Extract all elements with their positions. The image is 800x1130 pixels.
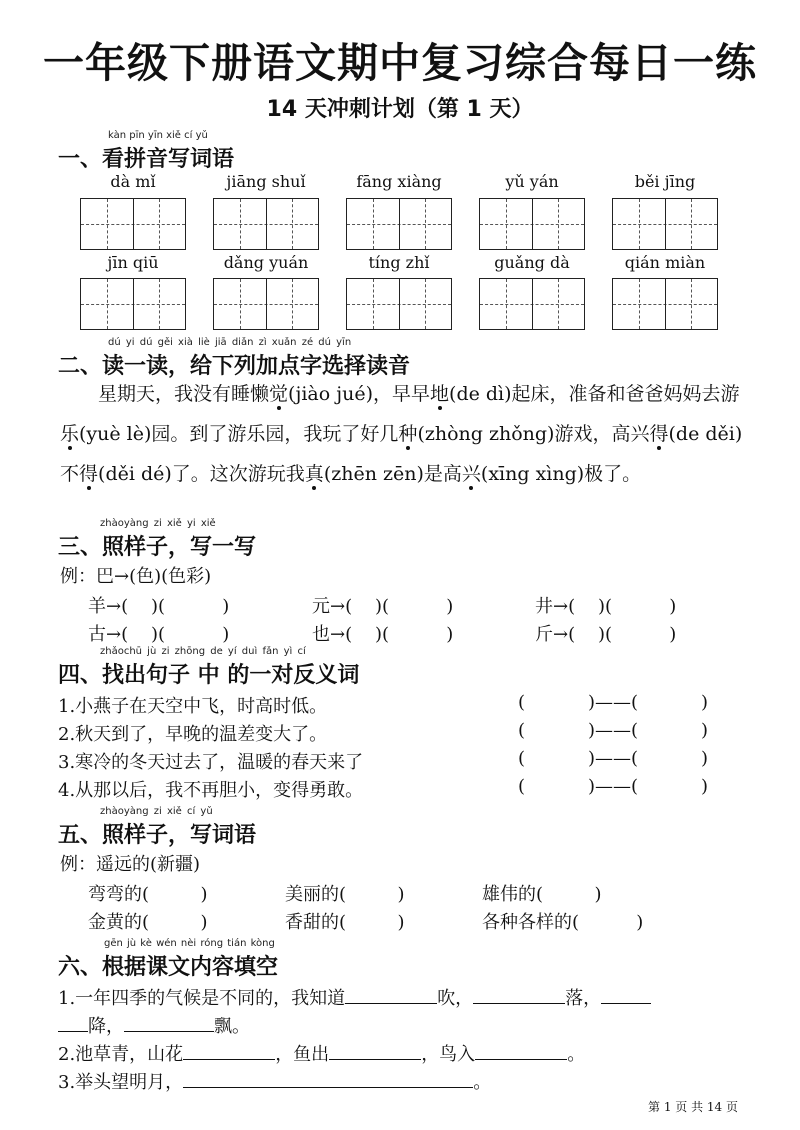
pinyin-label: jīn qiū	[107, 253, 159, 272]
exercise-item: 雄伟的( )	[482, 884, 602, 905]
page-title: 一年级下册语文期中复习综合每日一练	[43, 39, 757, 87]
section-1-pinyin: kàn pīn yīn xiě cí yǔ	[108, 130, 208, 141]
section-3-example: 例：巴→(色)(色彩)	[60, 566, 212, 587]
pinyin-label: yǔ yán	[505, 172, 559, 191]
section-4-pinyin: zhǎochū jù zi zhōng de yí duì fǎn yì cí	[100, 646, 306, 657]
section-6-pinyin: gēn jù kè wén nèi róng tián kòng	[104, 938, 275, 949]
writing-grid[interactable]	[213, 198, 319, 250]
exercise-item: 古→( )( )	[88, 624, 230, 645]
writing-grid[interactable]	[346, 198, 452, 250]
section-5-pinyin: zhàoyàng zi xiě cí yǔ	[100, 806, 213, 817]
section-3-pinyin: zhàoyàng zi xiě yi xiě	[100, 518, 216, 529]
exercise-item: 金黄的( )	[88, 912, 208, 933]
dotted-char: 真	[304, 463, 324, 485]
section-6-title: 六、根据课文内容填空	[58, 955, 279, 980]
pinyin-label: běi jīng	[634, 172, 696, 191]
exercise-item: 元→( )( )	[312, 596, 454, 617]
antonym-answer: ( )——( )	[518, 692, 708, 713]
blank-line[interactable]	[475, 1041, 567, 1060]
dotted-char: 兴	[461, 463, 481, 485]
writing-grid[interactable]	[80, 278, 186, 330]
dotted-char: 觉	[269, 383, 289, 405]
exercise-item: 美丽的( )	[285, 884, 405, 905]
page-footer: 第 1 页 共 14 页	[648, 1100, 738, 1114]
writing-grid[interactable]	[612, 198, 718, 250]
writing-grid[interactable]	[479, 278, 585, 330]
dotted-char: 得	[79, 463, 99, 485]
section-5-title: 五、照样子，写词语	[58, 823, 257, 848]
fill-line-2: 降， 飘。	[58, 1012, 250, 1038]
sentence-item: 2.秋天到了，早晚的温差变大了。	[58, 724, 328, 745]
writing-grid[interactable]	[346, 278, 452, 330]
blank-line[interactable]	[183, 1069, 473, 1088]
pinyin-label: jiāng shuǐ	[226, 172, 306, 191]
sentence-item: 1.小燕子在天空中飞，时高时低。	[58, 696, 328, 717]
exercise-item: 香甜的( )	[285, 912, 405, 933]
antonym-answer: ( )——( )	[518, 748, 708, 769]
sentence-item: 3.寒冷的冬天过去了，温暖的春天来了	[58, 752, 364, 773]
dotted-char: 种	[398, 423, 418, 445]
fill-line-1: 1.一年四季的气候是不同的，我知道 吹， 落，	[58, 984, 651, 1010]
section-5-example: 例：遥远的(新疆)	[60, 854, 201, 875]
antonym-answer: ( )——( )	[518, 776, 708, 797]
sentence-item: 4.从那以后，我不再胆小，变得勇敢。	[58, 780, 364, 801]
dotted-char: 得	[649, 423, 669, 445]
pinyin-label: guǎng dà	[494, 253, 570, 272]
exercise-item: 也→( )( )	[312, 624, 454, 645]
section-1-title: 一、看拼音写词语	[58, 147, 235, 172]
blank-line[interactable]	[473, 985, 565, 1004]
blank-line[interactable]	[601, 985, 651, 1004]
pinyin-label: dǎng yuán	[223, 253, 309, 272]
section-2-title: 二、读一读，给下列加点字选择读音	[58, 354, 411, 379]
section-3-title: 三、照样子，写一写	[58, 535, 257, 560]
blank-line[interactable]	[58, 1013, 88, 1032]
pinyin-label: fāng xiàng	[356, 172, 442, 191]
pinyin-label: dà mǐ	[110, 172, 156, 191]
reading-paragraph: 星期天，我没有睡懒觉(jiào jué)，早早地(de dì)起床，准备和爸爸妈妈去游乐(yuè lè)园。到了游乐园，我玩了好几种(zhòng zhǒng)游戏，高兴得(de děi)不得(děi dé)了。这次游玩我真(zhēn zēn)是高兴(xīng xìng)极了。	[60, 383, 743, 485]
exercise-item: 各种各样的( )	[482, 912, 644, 933]
section-4-title: 四、找出句子 中 的一对反义词	[58, 663, 360, 688]
writing-grid[interactable]	[612, 278, 718, 330]
writing-grid[interactable]	[80, 198, 186, 250]
fill-line-4: 3.举头望明月， 。	[58, 1068, 491, 1094]
pinyin-label: tíng zhǐ	[368, 253, 430, 272]
page-subtitle: 14 天冲刺计划（第 1 天）	[266, 97, 534, 122]
pinyin-label: qián miàn	[624, 253, 706, 272]
fill-line-3: 2.池草青，山花 ，鱼出 ，鸟入 。	[58, 1040, 585, 1066]
exercise-item: 羊→( )( )	[88, 596, 230, 617]
blank-line[interactable]	[329, 1041, 421, 1060]
exercise-item: 井→( )( )	[535, 596, 677, 617]
dotted-char: 乐	[60, 423, 80, 445]
exercise-item: 弯弯的( )	[88, 884, 208, 905]
blank-line[interactable]	[124, 1013, 214, 1032]
section-2-pinyin: dú yi dú gěi xià liè jiā diǎn zì xuǎn zé dú yīn	[108, 337, 352, 348]
writing-grid[interactable]	[213, 278, 319, 330]
blank-line[interactable]	[345, 985, 437, 1004]
writing-grid[interactable]	[479, 198, 585, 250]
dotted-char: 地	[430, 383, 450, 405]
blank-line[interactable]	[183, 1041, 275, 1060]
antonym-answer: ( )——( )	[518, 720, 708, 741]
exercise-item: 斤→( )( )	[535, 624, 677, 645]
